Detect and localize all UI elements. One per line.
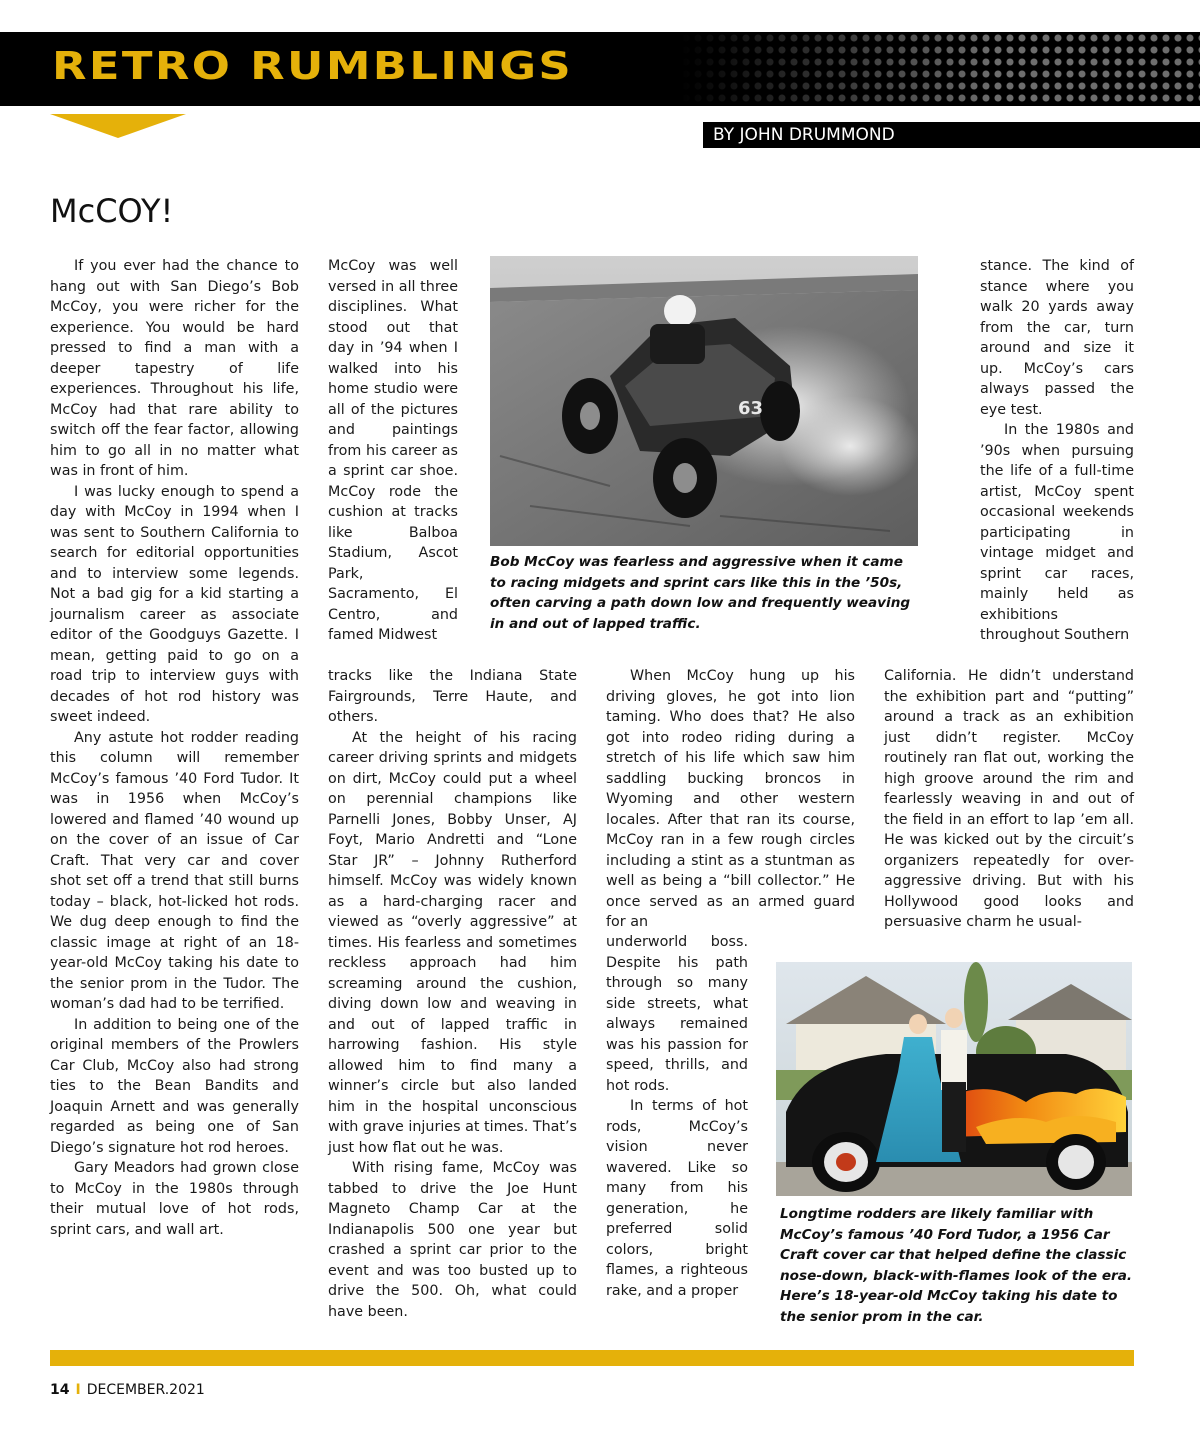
paragraph: tracks like the Indiana State Fairgrounds, Terre Haute, and others. — [328, 668, 577, 725]
footer-rule — [50, 1350, 1134, 1366]
halftone-pattern — [680, 32, 1200, 106]
paragraph: I was lucky enough to spend a day with McCoy in 1994 when I was sent to Southern California to search for editorial opportunities and to interview some legends. Not a bad gig for a kid starting a journalism career as associate editor of the Goodguys Gazette. I mean, getting paid to go on a road trip to interview guys with decades of hot rod history was sweet indeed. — [50, 483, 299, 725]
paragraph: McCoy was well versed in all three disciplines. What stood out that day in ’94 when I walked into his home studio were all of the pictures and paintings from his career as a sprint car shoe. McCoy rode the cushion at tracks like Balboa Stadium, Ascot Park, Sacramento, El Centro, and famed Midwest — [328, 258, 458, 643]
race-photo-caption: Bob McCoy was fearless and aggressive when it came to racing midgets and sprint cars like this in the ’50s, often carving a path down low and frequently weaving in and out of lapped traffic. — [490, 554, 911, 632]
section-title: RETRO RUMBLINGS — [52, 44, 574, 88]
section-banner — [0, 32, 1200, 106]
paragraph: stance. The kind of stance where you walk 20 yards away from the car, turn around and size it up. McCoy’s cars always passed the eye test. — [980, 258, 1134, 418]
byline: BY JOHN DRUMMOND — [703, 122, 1200, 148]
arrow-down-icon — [50, 114, 186, 138]
prom-photo-caption: Longtime rodders are likely familiar with McCoy’s famous ’40 Ford Tudor, a 1956 Car Craft cover car that helped define the classic nose-down, black-with-flames look of the era. Here’s 18-year-old McCoy taking his date to the senior prom in the car. — [780, 1206, 1133, 1325]
paragraph: In terms of hot rods, McCoy’s vision never wavered. Like so many from his generation, he preferred solid colors, bright flames, a righteous rake, and a proper — [606, 1098, 748, 1299]
paragraph: underworld boss. Despite his path through so many side streets, what always remained was his passion for speed, thrills, and hot rods. — [606, 934, 748, 1094]
column-4-top — [980, 256, 1134, 646]
column-3-top — [606, 666, 855, 933]
column-2-bottom — [328, 666, 577, 1322]
paragraph: In the 1980s and ’90s when pursuing the life of a full-time artist, McCoy spent occasional weekends participating in vintage midget and sprint car races, mainly held as exhibitions throughout Southern — [980, 422, 1134, 643]
paragraph: California. He didn’t understand the exhibition part and “putting” around a track as an exhibition just didn’t register. McCoy routinely ran flat out, working the high groove around the rim and fearlessly weaving in and out of the field in an effort to lap ’em all. He was kicked out by the circuit’s organizers repeatedly for over-aggressive driving. But with his Hollywood good looks and persuasive charm he usual- — [884, 668, 1134, 930]
paragraph: At the height of his racing career driving sprints and midgets on dirt, McCoy could put a wheel on perennial champions like Parnelli Jones, Bobby Unser, AJ Foyt, Mario Andretti and “Lone Star JR” – Johnny Rutherford himself. McCoy was widely known as a hard-charging racer and viewed as “overly aggressive” at times. His fearless and sometimes reckless approach had him screaming around the cushion, diving down low and weaving in and out of lapped traffic in harrowing fashion. His style allowed him to find many a winner’s circle but also landed him in the hospital unconscious with grave injuries at times. That’s just how flat out he was. — [328, 729, 578, 1156]
column-4-bottom — [884, 666, 1134, 933]
race-photo — [490, 256, 918, 546]
paragraph: Gary Meadors had grown close to McCoy in the 1980s through their mutual love of hot rods, sprint cars, and wall art. — [50, 1160, 299, 1238]
column-2-top — [328, 256, 458, 646]
article-headline: McCOY! — [50, 192, 174, 230]
prom-photo — [776, 962, 1132, 1196]
paragraph: In addition to being one of the original members of the Prowlers Car Club, McCoy also had strong ties to the Bean Bandits and Joaquin Arnett and was generally regarded as being one of San Diego’s signature hot rod heroes. — [50, 1016, 299, 1156]
column-3-bottom — [606, 932, 748, 1301]
page-folio — [50, 1382, 205, 1398]
paragraph: Any astute hot rodder reading this column will remember McCoy’s famous ’40 Ford Tudor. It was in 1956 when McCoy’s lowered and flamed ’40 wound up on the cover of an issue of Car Craft. That very car and cover shot set off a trend that still burns today – black, hot-licked hot rods. We dug deep enough to find the classic image at right of an 18-year-old McCoy taking his date to the senior prom in the Tudor. The woman’s dad had to be terrified. — [50, 729, 299, 1012]
paragraph: With rising fame, McCoy was tabbed to drive the Joe Hunt Magneto Champ Car at the Indianapolis 500 one year but crashed a sprint car prior to the event and was too busted up to drive the 500. Oh, what could have been. — [328, 1160, 577, 1320]
car-number: 63 — [738, 398, 764, 419]
issue-date: DECEMBER.2021 — [86, 1382, 205, 1398]
page-number: 14 — [50, 1382, 70, 1398]
paragraph: If you ever had the chance to hang out with San Diego’s Bob McCoy, you were richer for the experience. You would be hard pressed to find a man with a deeper tapestry of life experiences. Throughout his life, McCoy had that rare ability to switch off the fear factor, allowing him to go all in no matter what was in front of him. — [50, 258, 299, 479]
paragraph: When McCoy hung up his driving gloves, he got into lion taming. Who does that? He also got into rodeo riding during a stretch of his life which saw him saddling bucking broncos in Wyoming and other western locales. After that ran its course, McCoy ran in a few rough circles including a stint as a stuntman as well as being a “bill collector.” He once served as an armed guard for an — [606, 668, 855, 930]
folio-divider: I — [75, 1382, 81, 1398]
column-1 — [50, 256, 299, 1240]
